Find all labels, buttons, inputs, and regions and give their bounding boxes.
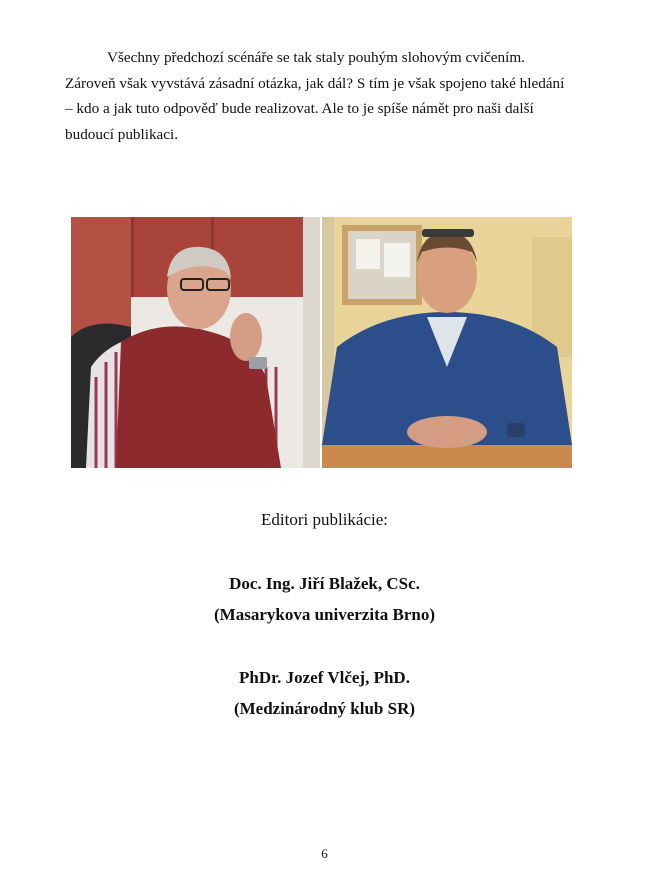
editor-name: Doc. Ing. Jiří Blažek, CSc. — [229, 574, 420, 593]
editors-photos — [71, 217, 572, 468]
page-number: 6 — [321, 846, 328, 861]
paragraph-line: Všechny předchozí scénáře se tak staly pouhým slohovým cvičením. — [107, 49, 525, 66]
paragraph-line: – kdo a jak tuto odpověď bude realizovat. Ale to je spíše námět pro naši další — [65, 100, 534, 118]
editor-name: PhDr. Jozef Vlčej, PhD. — [239, 668, 410, 687]
paragraph-line: Zároveň však vyvstává zásadní otázka, jak dál? S tím je však spojeno také hledání — [65, 74, 565, 92]
older-man-photo — [71, 217, 320, 468]
editor-affiliation: (Medzinárodný klub SR) — [233, 699, 416, 718]
younger-man-photo — [322, 217, 572, 468]
body-paragraph — [65, 45, 577, 147]
editors-heading: Editori publikácie: — [261, 510, 388, 529]
paragraph-line: budoucí publikaci. — [65, 125, 179, 143]
editor-affiliation: (Masarykova univerzita Brno) — [214, 605, 435, 624]
